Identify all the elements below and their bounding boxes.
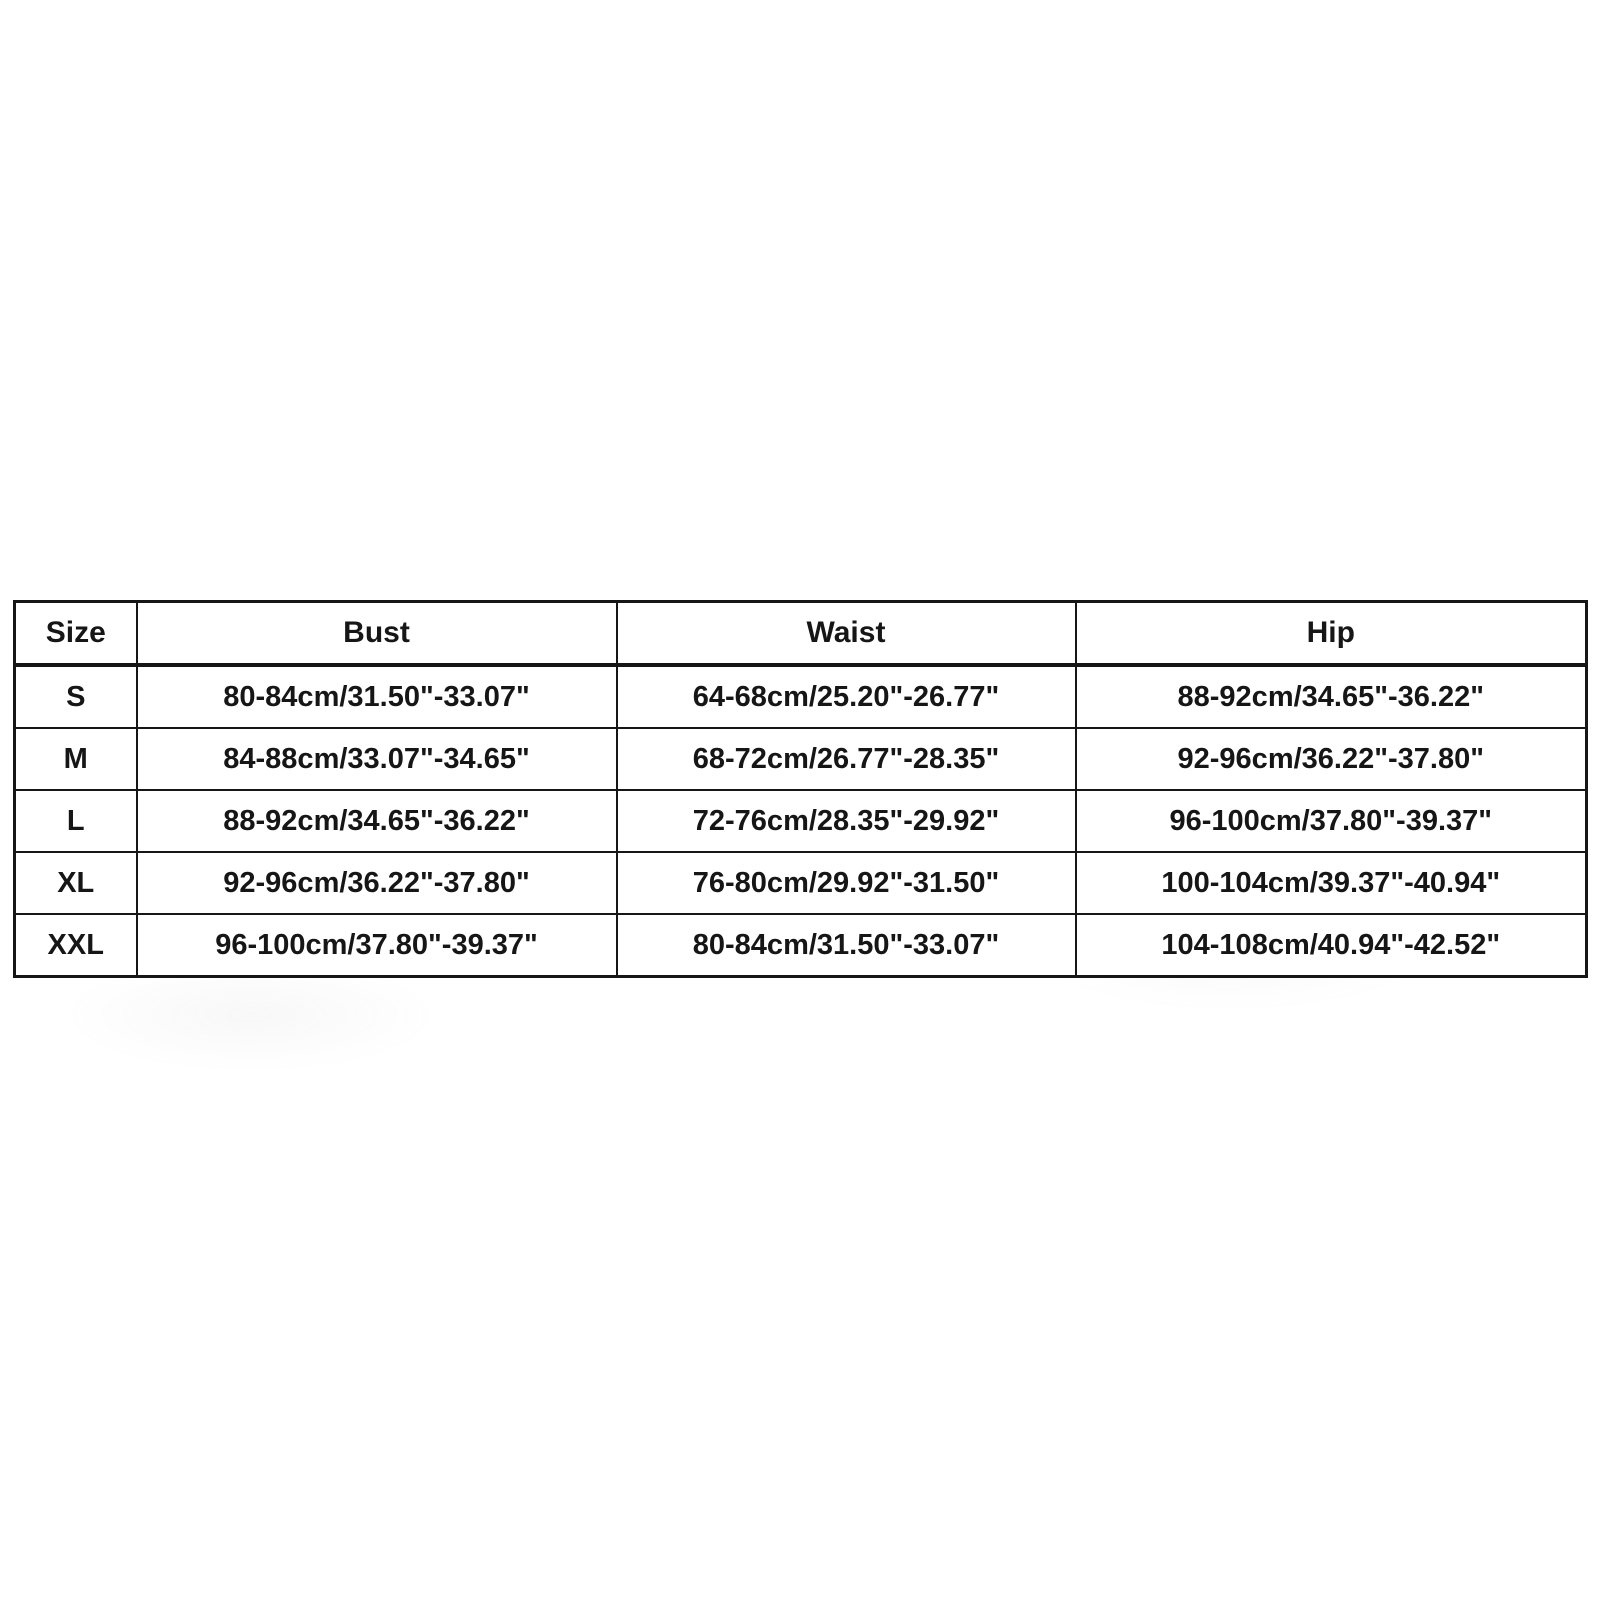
cell-hip-s: 88-92cm/34.65"-36.22" <box>1076 665 1587 728</box>
cell-waist-l: 72-76cm/28.35"-29.92" <box>617 790 1076 852</box>
cell-bust-m: 84-88cm/33.07"-34.65" <box>137 728 617 790</box>
cell-hip-xxl: 104-108cm/40.94"-42.52" <box>1076 914 1587 977</box>
cell-waist-xl: 76-80cm/29.92"-31.50" <box>617 852 1076 914</box>
cell-size-l: L <box>15 790 137 852</box>
column-header-size: Size <box>15 602 137 666</box>
table-row-m <box>15 728 1587 790</box>
column-header-bust: Bust <box>137 602 617 666</box>
table-row-s <box>15 665 1587 728</box>
cell-bust-xxl: 96-100cm/37.80"-39.37" <box>137 914 617 977</box>
cell-bust-xl: 92-96cm/36.22"-37.80" <box>137 852 617 914</box>
cell-hip-m: 92-96cm/36.22"-37.80" <box>1076 728 1587 790</box>
cell-waist-m: 68-72cm/26.77"-28.35" <box>617 728 1076 790</box>
cell-hip-l: 96-100cm/37.80"-39.37" <box>1076 790 1587 852</box>
table-row-xl <box>15 852 1587 914</box>
column-header-waist: Waist <box>617 602 1076 666</box>
table-row-xxl <box>15 914 1587 977</box>
size-chart-table <box>13 600 1588 978</box>
cell-bust-l: 88-92cm/34.65"-36.22" <box>137 790 617 852</box>
column-header-hip: Hip <box>1076 602 1587 666</box>
table-header-row <box>15 602 1587 666</box>
table-row-l <box>15 790 1587 852</box>
cell-size-s: S <box>15 665 137 728</box>
cell-size-xl: XL <box>15 852 137 914</box>
cell-size-m: M <box>15 728 137 790</box>
cell-bust-s: 80-84cm/31.50"-33.07" <box>137 665 617 728</box>
cell-waist-xxl: 80-84cm/31.50"-33.07" <box>617 914 1076 977</box>
cell-waist-s: 64-68cm/25.20"-26.77" <box>617 665 1076 728</box>
cell-hip-xl: 100-104cm/39.37"-40.94" <box>1076 852 1587 914</box>
cell-size-xxl: XXL <box>15 914 137 977</box>
